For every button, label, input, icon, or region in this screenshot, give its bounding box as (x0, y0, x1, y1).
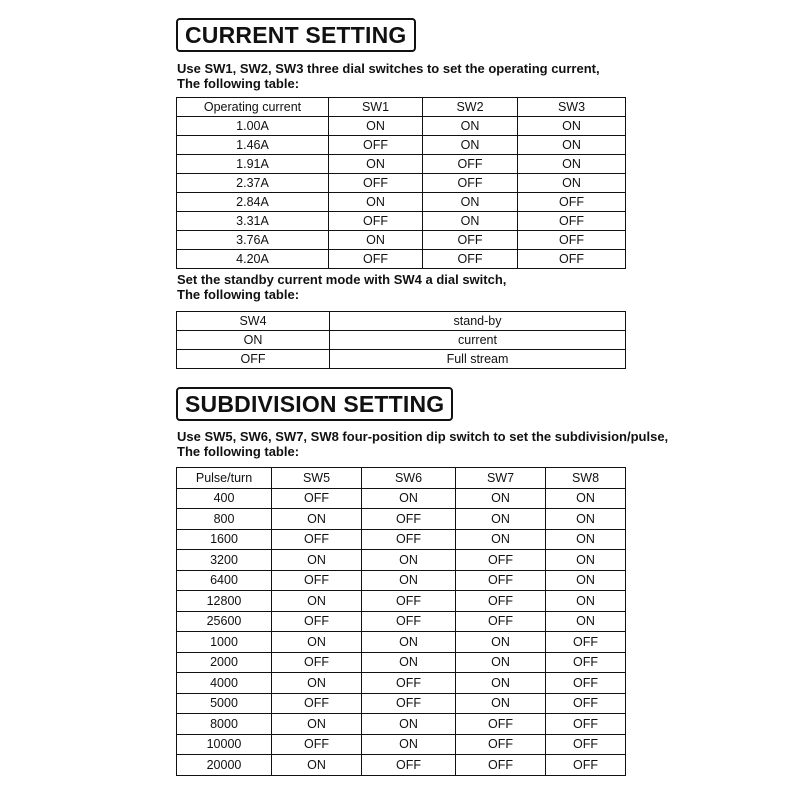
subdivision-cell: 6400 (177, 570, 272, 591)
current-table-body (177, 117, 626, 269)
subdivision-cell: OFF (272, 529, 362, 550)
current-cell: ON (423, 117, 518, 136)
current-cell: OFF (423, 155, 518, 174)
subdivision-cell: OFF (362, 755, 456, 776)
table-row (177, 350, 626, 369)
subdivision-cell: ON (456, 693, 546, 714)
subdivision-table (176, 467, 626, 776)
current-cell: ON (329, 231, 423, 250)
current-intro (177, 62, 600, 91)
subdivision-header-cell: SW7 (456, 468, 546, 489)
subdivision-cell: ON (362, 488, 456, 509)
standby-cell: ON (177, 331, 330, 350)
standby-table-body (177, 331, 626, 369)
table-row (177, 331, 626, 350)
current-cell: OFF (329, 212, 423, 231)
subdivision-cell: ON (362, 734, 456, 755)
subdivision-cell: 3200 (177, 550, 272, 571)
subdivision-intro (177, 430, 668, 459)
subdivision-cell: ON (546, 509, 626, 530)
current-cell: 1.91A (177, 155, 329, 174)
table-row (177, 652, 626, 673)
standby-intro-line-2: The following table: (177, 286, 300, 302)
subdivision-cell: ON (272, 591, 362, 612)
subdivision-table-header (177, 468, 626, 489)
subdivision-cell: 400 (177, 488, 272, 509)
subdivision-cell: ON (272, 632, 362, 653)
subdivision-cell: ON (272, 550, 362, 571)
current-cell: OFF (518, 250, 626, 269)
subdivision-cell: ON (546, 550, 626, 571)
current-cell: OFF (329, 136, 423, 155)
subdivision-cell: ON (456, 509, 546, 530)
standby-table (176, 311, 626, 369)
subdivision-cell: OFF (456, 570, 546, 591)
current-cell: ON (329, 193, 423, 212)
subdivision-intro-line-1: Use SW5, SW6, SW7, SW8 four-position dip switch to set the subdivision/pulse, (177, 429, 669, 444)
current-cell: 2.37A (177, 174, 329, 193)
subdivision-cell: OFF (456, 550, 546, 571)
table-row (177, 250, 626, 269)
subdivision-cell: OFF (272, 693, 362, 714)
standby-header-cell: SW4 (177, 312, 330, 331)
subdivision-setting-heading: SUBDIVISION SETTING (176, 387, 453, 421)
table-row (177, 117, 626, 136)
subdivision-cell: OFF (546, 632, 626, 653)
subdivision-cell: OFF (546, 673, 626, 694)
subdivision-header-cell: SW6 (362, 468, 456, 489)
current-intro-line-1: Use SW1, SW2, SW3 three dial switches to set the operating current, (177, 61, 600, 76)
table-row (177, 570, 626, 591)
standby-cell: Full stream (330, 350, 626, 369)
subdivision-cell: OFF (272, 652, 362, 673)
current-cell: ON (423, 136, 518, 155)
subdivision-cell: 12800 (177, 591, 272, 612)
table-row (177, 488, 626, 509)
standby-table-header (177, 312, 626, 331)
current-cell: 4.20A (177, 250, 329, 269)
subdivision-cell: OFF (362, 611, 456, 632)
subdivision-cell: OFF (456, 714, 546, 735)
subdivision-cell: ON (456, 529, 546, 550)
table-row (177, 714, 626, 735)
standby-intro (177, 273, 506, 302)
current-cell: ON (518, 136, 626, 155)
table-row (177, 755, 626, 776)
current-header-cell: Operating current (177, 98, 329, 117)
subdivision-header-row (177, 468, 626, 489)
table-row (177, 693, 626, 714)
table-row (177, 155, 626, 174)
current-cell: ON (518, 155, 626, 174)
table-row (177, 136, 626, 155)
subdivision-cell: ON (362, 632, 456, 653)
subdivision-header-cell: Pulse/turn (177, 468, 272, 489)
subdivision-cell: ON (272, 509, 362, 530)
subdivision-cell: ON (362, 652, 456, 673)
current-cell: OFF (423, 231, 518, 250)
subdivision-cell: ON (362, 570, 456, 591)
current-cell: ON (518, 117, 626, 136)
subdivision-cell: 1600 (177, 529, 272, 550)
subdivision-cell: OFF (272, 734, 362, 755)
table-row (177, 734, 626, 755)
subdivision-header-cell: SW5 (272, 468, 362, 489)
current-cell: OFF (423, 250, 518, 269)
current-table (176, 97, 626, 269)
current-cell: 3.76A (177, 231, 329, 250)
table-row (177, 611, 626, 632)
table-row (177, 212, 626, 231)
table-row (177, 231, 626, 250)
subdivision-cell: ON (272, 755, 362, 776)
current-header-cell: SW3 (518, 98, 626, 117)
standby-intro-line-1: Set the standby current mode with SW4 a dial switch, (177, 272, 507, 287)
subdivision-cell: ON (362, 550, 456, 571)
subdivision-cell: ON (546, 529, 626, 550)
current-cell: 2.84A (177, 193, 329, 212)
table-row (177, 509, 626, 530)
subdivision-cell: ON (272, 673, 362, 694)
subdivision-cell: OFF (546, 693, 626, 714)
standby-header-cell: stand-by (330, 312, 626, 331)
subdivision-cell: 8000 (177, 714, 272, 735)
table-row (177, 550, 626, 571)
subdivision-cell: OFF (362, 673, 456, 694)
subdivision-header-cell: SW8 (546, 468, 626, 489)
table-row (177, 591, 626, 612)
current-header-cell: SW1 (329, 98, 423, 117)
current-cell: OFF (423, 174, 518, 193)
subdivision-cell: OFF (362, 693, 456, 714)
table-row (177, 529, 626, 550)
current-cell: ON (423, 193, 518, 212)
current-cell: 1.00A (177, 117, 329, 136)
subdivision-cell: OFF (272, 570, 362, 591)
current-cell: 1.46A (177, 136, 329, 155)
current-cell: OFF (518, 193, 626, 212)
subdivision-cell: ON (456, 632, 546, 653)
standby-cell: OFF (177, 350, 330, 369)
subdivision-cell: OFF (546, 652, 626, 673)
subdivision-cell: ON (546, 611, 626, 632)
subdivision-cell: ON (272, 714, 362, 735)
subdivision-cell: ON (456, 652, 546, 673)
subdivision-cell: OFF (546, 755, 626, 776)
subdivision-cell: ON (456, 488, 546, 509)
subdivision-cell: OFF (362, 591, 456, 612)
subdivision-cell: OFF (546, 734, 626, 755)
current-cell: ON (329, 155, 423, 174)
subdivision-cell: ON (456, 673, 546, 694)
subdivision-cell: OFF (272, 611, 362, 632)
subdivision-cell: OFF (546, 714, 626, 735)
subdivision-cell: OFF (272, 488, 362, 509)
subdivision-cell: ON (546, 570, 626, 591)
current-header-cell: SW2 (423, 98, 518, 117)
subdivision-cell: OFF (456, 591, 546, 612)
current-cell: OFF (518, 212, 626, 231)
table-row (177, 174, 626, 193)
current-cell: OFF (518, 231, 626, 250)
current-cell: OFF (329, 174, 423, 193)
current-cell: ON (329, 117, 423, 136)
current-setting-heading: CURRENT SETTING (176, 18, 416, 52)
current-cell: ON (423, 212, 518, 231)
subdivision-cell: 10000 (177, 734, 272, 755)
subdivision-intro-line-2: The following table: (177, 443, 300, 459)
current-intro-line-2: The following table: (177, 75, 300, 91)
current-header-row (177, 98, 626, 117)
current-cell: ON (518, 174, 626, 193)
table-row (177, 193, 626, 212)
subdivision-cell: 4000 (177, 673, 272, 694)
subdivision-cell: ON (546, 488, 626, 509)
standby-header-row (177, 312, 626, 331)
subdivision-cell: 800 (177, 509, 272, 530)
current-cell: OFF (329, 250, 423, 269)
standby-cell: current (330, 331, 626, 350)
subdivision-cell: OFF (362, 529, 456, 550)
subdivision-cell: OFF (456, 755, 546, 776)
current-table-header (177, 98, 626, 117)
subdivision-cell: ON (362, 714, 456, 735)
table-row (177, 673, 626, 694)
subdivision-cell: 1000 (177, 632, 272, 653)
subdivision-cell: OFF (362, 509, 456, 530)
subdivision-cell: 2000 (177, 652, 272, 673)
subdivision-table-body (177, 488, 626, 775)
current-cell: 3.31A (177, 212, 329, 231)
subdivision-cell: OFF (456, 734, 546, 755)
subdivision-cell: OFF (456, 611, 546, 632)
subdivision-cell: 25600 (177, 611, 272, 632)
subdivision-cell: 5000 (177, 693, 272, 714)
subdivision-cell: ON (546, 591, 626, 612)
table-row (177, 632, 626, 653)
subdivision-cell: 20000 (177, 755, 272, 776)
